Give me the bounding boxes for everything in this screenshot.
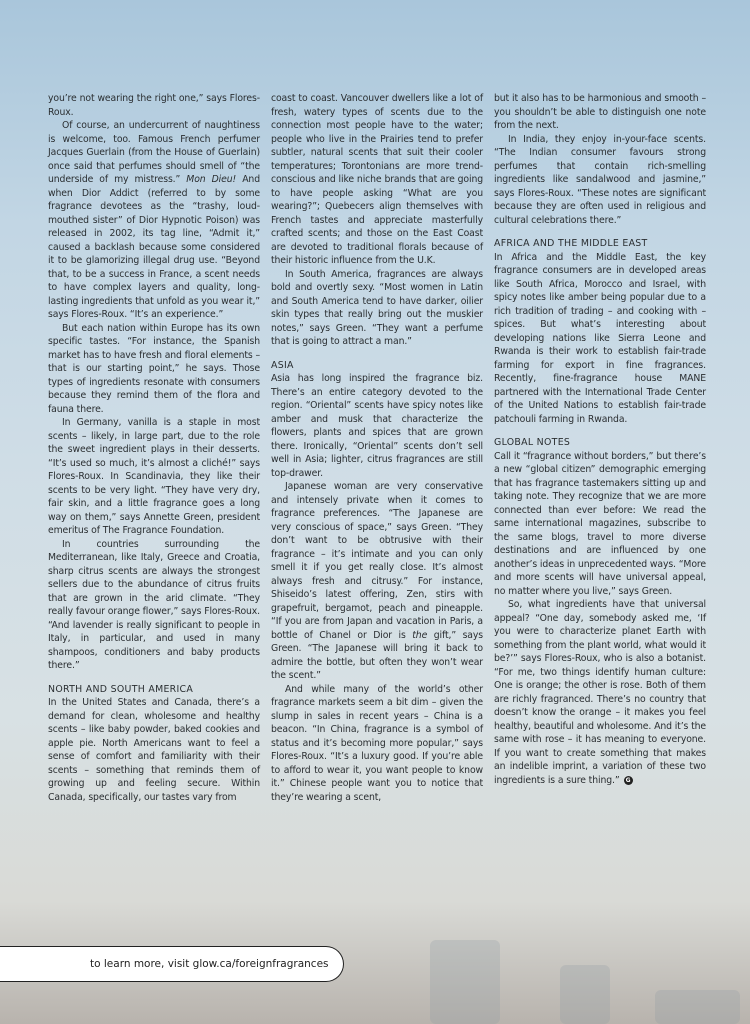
emphasis-text: Mon Dieu!: [186, 174, 237, 185]
paragraph: [271, 480, 483, 683]
paragraph: In India, they enjoy in-your-face scents. “The Indian consumer favours strong perfumes that contain rich-smelling ingredients like sandalwood and jasmine,” says Flores-Roux. “These notes are significant because they are often used in religious and cultural celebrations there.”: [494, 133, 706, 226]
paragraph-text: And when Dior Addict (referred to by some fragrance devotees as the “trashy, loud-mouthed sister” of Dior Hypnotic Poison) was released in 2002, its tag line, “Admit it,” caused a backlash because some considered it to be glamorizing illegal drug use. “Beyond that, to be a success in France, a scent needs to have complex layers and quality, long-lasting ingredients that unfold as you wear it,” says Flores-Roux. “It’s an experience.”: [48, 174, 260, 320]
perfume-bottle-decoration: [560, 965, 610, 1024]
paragraph: In countries surrounding the Mediterranean, like Italy, Greece and Croatia, sharp citrus scents are always the strongest sellers due to the abundance of citrus fruits that are grown in the arid climate. “They really favour orange flower,” says Flores-Roux. “And lavender is really significant to people in Italy, in particular, and used in many shampoos, conditioners and baby products there.”: [48, 538, 261, 671]
section-heading-global-notes: GLOBAL NOTES: [494, 437, 571, 448]
perfume-bottle-decoration: [655, 990, 740, 1024]
paragraph: but it also has to be harmonious and smooth – you shouldn’t be able to distinguish one note from the next.: [494, 93, 706, 131]
paragraph: In Africa and the Middle East, the key fragrance consumers are in developed areas like South Africa, Morocco and Israel, with spicy notes like amber being popular due to a rich tradition of trading – and cooking with – spices. But what’s interesting about developing nations like Sierra Leone and Rwanda is their work to establish fair-trade farming for export in fine fragrances. Recently, fine-fragrance house MANE partnered with the International Trade Center of the United Nations to establish fair-trade patchouli farming in Rwanda.: [494, 251, 706, 425]
paragraph-text: Of course, an undercurrent of naughtiness is welcome, too. Famous French perfumer Jacques Guerlain (from the House of Guerlain) once said that perfumes should smell of “the underside of my mistress.”: [48, 120, 260, 185]
paragraph: And while many of the world’s other fragrance markets seem a bit dim – given the slump in sales in recent years – China is a beacon. “In China, fragrance is a symbol of status and it’s becoming more popular,” says Flores-Roux. “It’s a luxury good. If you’re able to afford to wear it, you want people to know it.” Chinese people want you to notice that they’re wearing a scent,: [271, 683, 483, 803]
paragraph: Asia has long inspired the fragrance biz. There’s an entire category devoted to the region. “Oriental” scents have spicy notes like amber and musk that characterize the flowers, plants and spices that are grown there. Ironically, “Oriental” scents don’t sell well in Asia; lighter, citrus fragrances are still top-drawer.: [271, 373, 483, 479]
article-column-1: [48, 92, 260, 804]
article-column-3: [494, 92, 706, 787]
paragraph: [48, 119, 260, 322]
paragraph: In South America, fragrances are always bold and overtly sexy. “Most women in Latin and South America tend to have darker, oilier skin types that really bring out the muskier notes,” says Green. “They want a perfume that is going to attract a man.”: [271, 268, 483, 347]
end-of-article-icon: G: [624, 776, 633, 785]
paragraph-text: gift,” says Green. “The Japanese will bring it back to admire the bottle, but often they won’t wear the scent.”: [271, 629, 483, 681]
paragraph: In Germany, vanilla is a staple in most scents – likely, in large part, due to the role the sweet ingredient plays in their desserts. “It’s used so much, it’s almost a cliché!” says Flores-Roux. In Scandinavia, they like their scents to be very light. “They have very dry, fair skin, and a little fragrance goes a long way on them,” says Annette Green, president emeritus of The Fragrance Foundation.: [48, 417, 260, 536]
paragraph: you’re not wearing the right one,” says Flores-Roux.: [48, 93, 260, 118]
footer-link-text[interactable]: to learn more, visit glow.ca/foreignfragrances: [90, 958, 329, 970]
paragraph-text: Japanese woman are very conservative and intensely private when it comes to fragrance preferences. “The Japanese are very conscious of space,” says Green. “They don’t want to be obtrusive with their fragrance – it’s intimate and you can only smell it if you get really close. It’s almost always fresh and citrusy.” For instance, Shiseido’s latest offering, Zen, stirs with grapefruit, bergamot, peach and pineapple. “If you are from Japan and vacation in Paris, a bottle of Chanel or Dior is: [271, 481, 483, 641]
emphasis-text: the: [412, 629, 428, 641]
perfume-bottle-decoration: [430, 940, 500, 1024]
article-column-2: [271, 92, 483, 804]
paragraph: In the United States and Canada, there’s a demand for clean, wholesome and healthy scents – like baby powder, baked cookies and apple pie. North Americans want to feel a sense of comfort and familiarity with their scents – something that reminds them of growing up and feeling secure. Within Canada, specifically, our tastes vary from: [48, 697, 260, 803]
paragraph: But each nation within Europe has its own specific tastes. “For instance, the Spanish market has to have fresh and floral elements – that is our starting point,” he says. Those types of ingredients resonate with consumers because they remind them of the flora and fauna there.: [48, 322, 261, 415]
paragraph: coast to coast. Vancouver dwellers like a lot of fresh, watery types of scents due to the connection most people have to the water; people who live in the Prairies tend to prefer subtler, natural scents that suit their cooler temperatures; Torontonians are more trend-conscious and like niche brands that are going to have people asking “What are you wearing?”; Quebecers align themselves with French tastes and appreciate masterfully crafted scents; and those on the East Coast are devoted to traditional florals because of their historic influence from the U.K.: [271, 93, 483, 266]
paragraph: [494, 598, 706, 787]
section-heading-americas: NORTH AND SOUTH AMERICA: [48, 683, 194, 695]
paragraph-text: So, what ingredients have that universal appeal? “One day, somebody asked me, ‘If you were to characterize planet Earth with something from the plant world, what would it be?’” says Flores-Roux, who is also a botanist. “For me, two things identify human culture: One is orange; the other is rose. Both of them are richly fragranced. There’s no country that doesn’t know the orange – it makes you feel healthy, beautiful and wholesome. And it’s the same with rose – it has meaning to everyone. If you want to create something that makes an indelible imprint, a variation of these two ingredients is a sure thing.”: [494, 599, 706, 786]
section-heading-africa-middle-east: AFRICA AND THE MIDDLE EAST: [494, 238, 648, 249]
paragraph: Call it “fragrance without borders,” but there’s a new “global citizen” demographic emerging that has fragrance tastemakers sitting up and taking note. They recognize that we are more connected than ever before: We read the same international magazines, subscribe to the same blogs, travel to more diverse destinations and are influenced by one another’s ideas in unprecedented ways. “More and more scents will have universal appeal, no matter where you live,” says Green.: [494, 450, 706, 597]
section-heading-asia: ASIA: [271, 359, 294, 371]
